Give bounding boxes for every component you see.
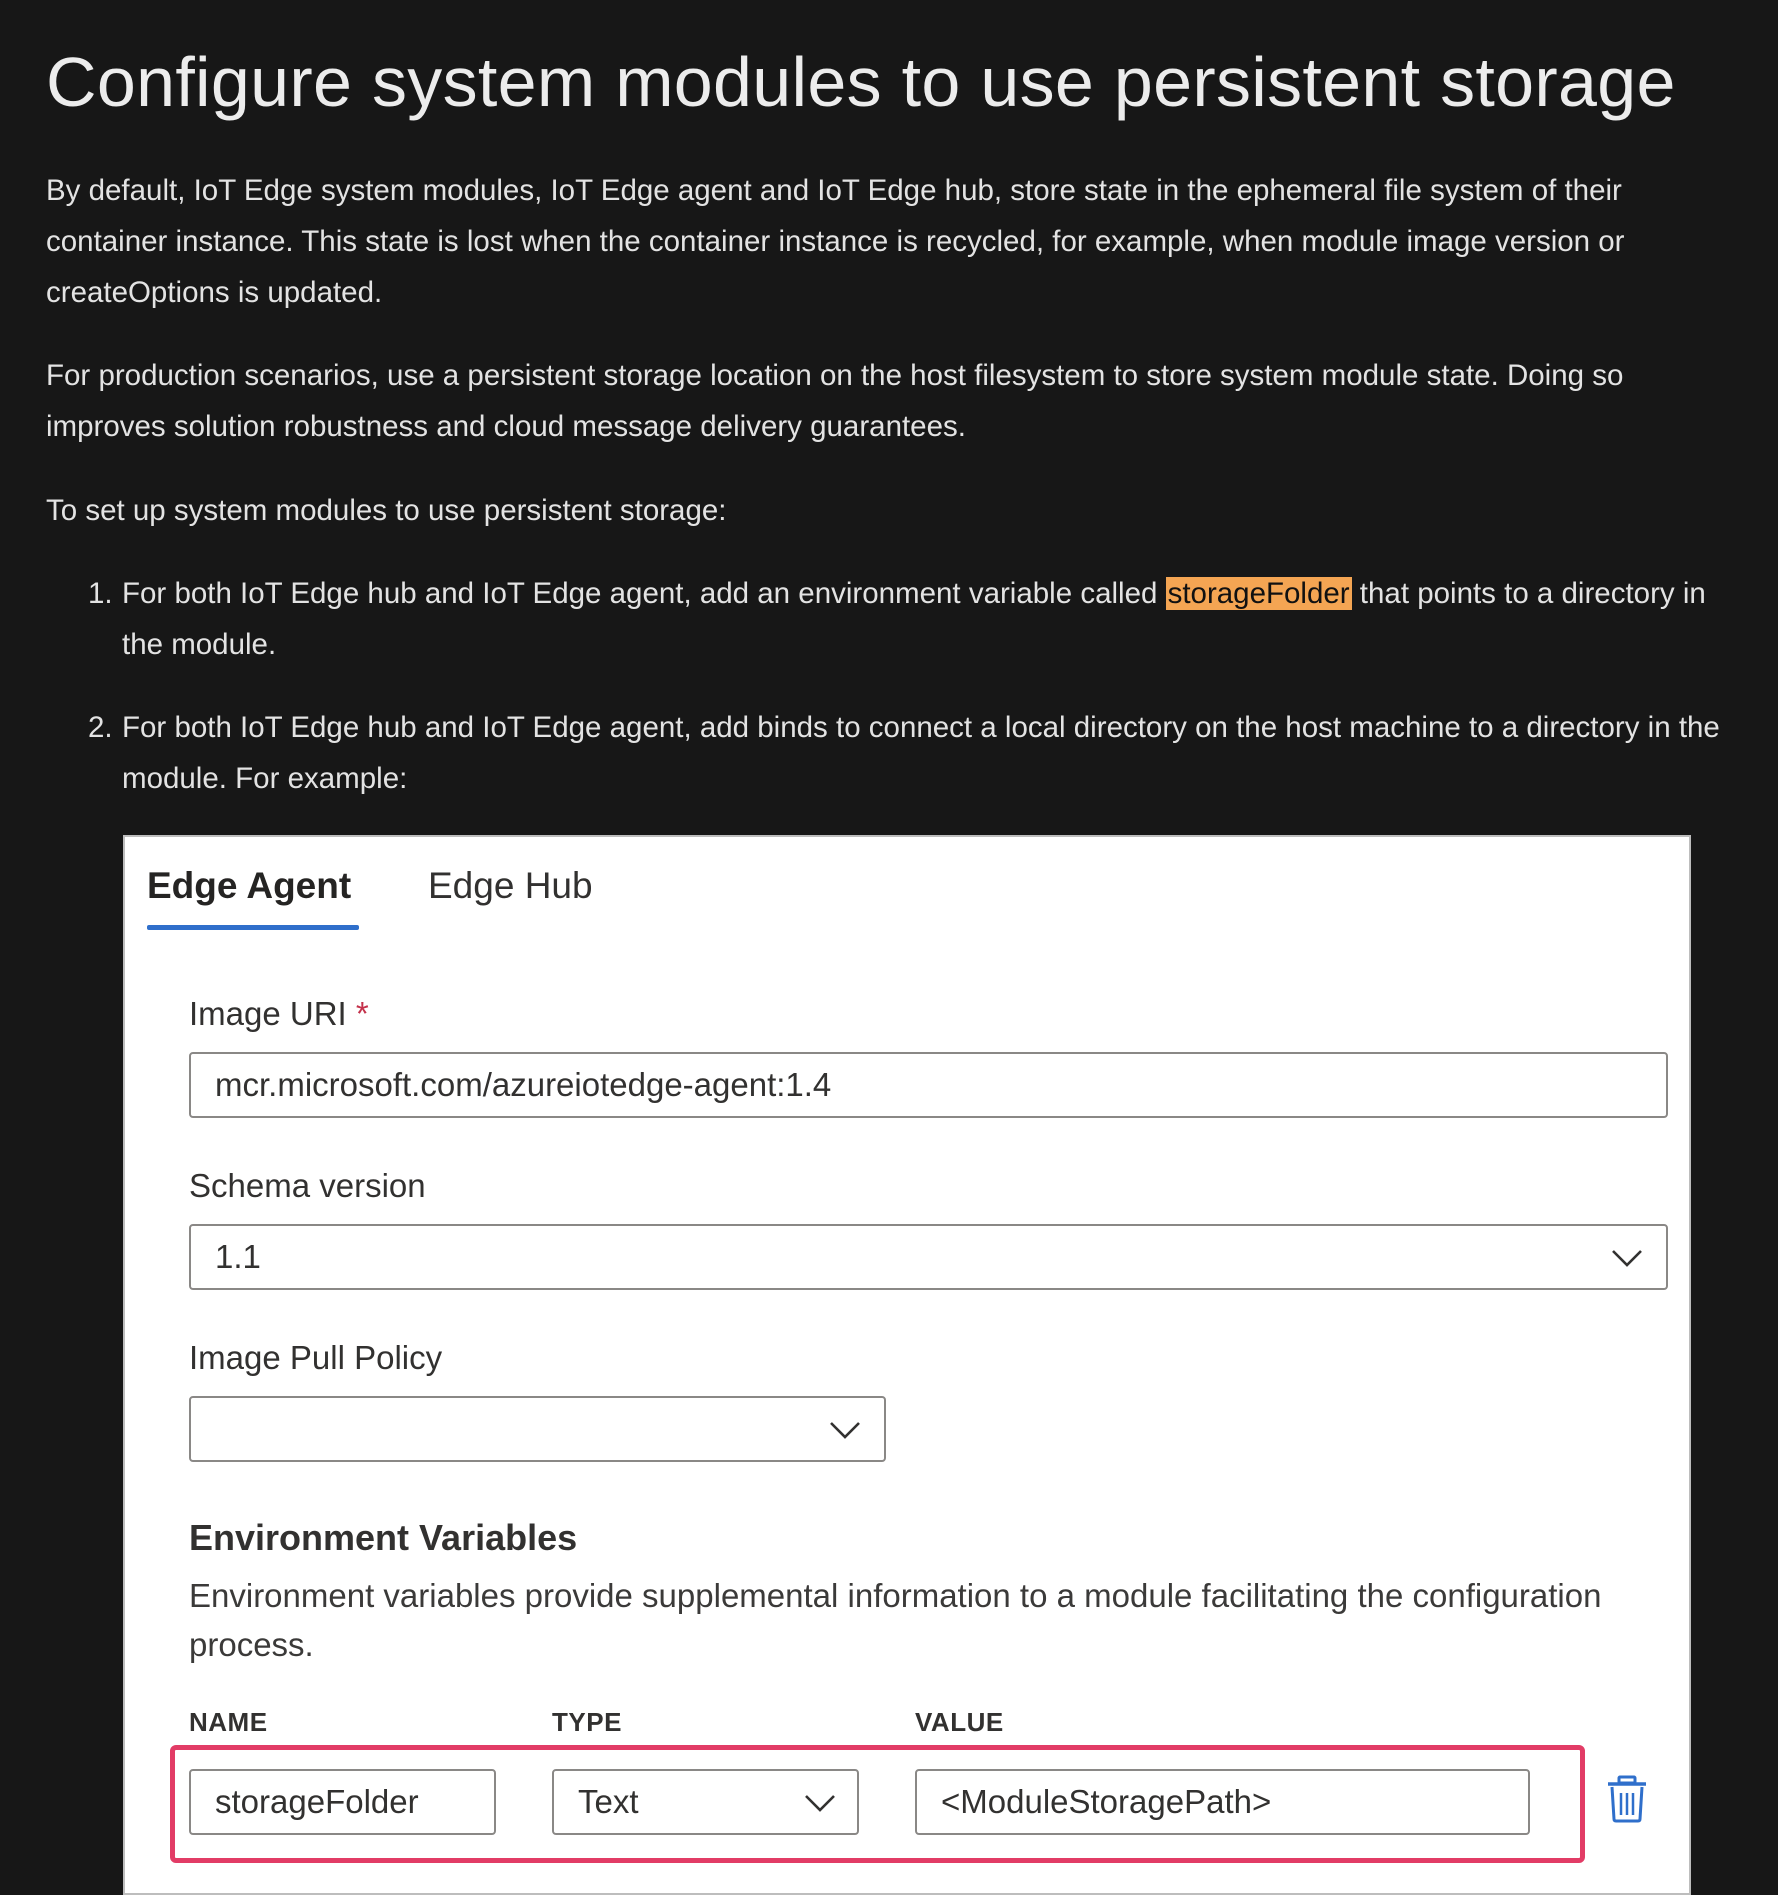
active-tab-indicator [147, 925, 359, 930]
tab-edge-hub[interactable]: Edge Hub [428, 865, 593, 906]
intro-paragraph: By default, IoT Edge system modules, IoT Edge agent and IoT Edge hub, store state in the ephemeral file system of their container instance. This state is lost when the container instance is recycled, for example, when module image version or createOptions is updated. [46, 174, 1625, 309]
image-uri-input[interactable] [189, 1052, 1668, 1118]
image-pull-policy-label: Image Pull Policy [189, 1339, 443, 1376]
env-vars-description: Environment variables provide supplemental information to a module facilitating the configuration process. [189, 1577, 1602, 1663]
step-1-text-before: For both IoT Edge hub and IoT Edge agent, add an environment variable called [122, 577, 1166, 610]
storage-folder-highlight: storageFolder [1167, 577, 1350, 610]
production-paragraph: For production scenarios, use a persistent storage location on the host filesystem to store system module state. Doing so improves solution robustness and cloud message delivery guarantees. [46, 359, 1624, 443]
chevron-down-icon [1610, 1241, 1644, 1275]
step-2-text: For both IoT Edge hub and IoT Edge agent, add binds to connect a local directory on the host machine to a directory in the module. For example: [122, 711, 1720, 795]
image-uri-label-text: Image URI [189, 995, 347, 1032]
env-var-name-input[interactable] [189, 1769, 496, 1835]
env-var-type-select[interactable] [552, 1769, 859, 1835]
env-var-type-value: Text [578, 1783, 639, 1820]
chevron-down-icon [803, 1786, 837, 1820]
page-title: Configure system modules to use persistent storage [46, 43, 1676, 121]
env-vars-heading: Environment Variables [189, 1517, 578, 1558]
step-2-number: 2. [88, 711, 113, 744]
schema-version-label: Schema version [189, 1167, 426, 1204]
trash-icon[interactable] [1606, 1775, 1648, 1823]
setup-intro: To set up system modules to use persistent storage: [46, 494, 727, 527]
column-header-name: NAME [189, 1707, 268, 1737]
step-1-text-after: that points to a directory in the module. [122, 577, 1706, 661]
image-pull-policy-select[interactable] [189, 1396, 886, 1462]
image-uri-label [189, 995, 369, 1033]
tab-edge-agent[interactable]: Edge Agent [147, 865, 352, 906]
chevron-down-icon [828, 1413, 862, 1447]
column-header-type: TYPE [552, 1707, 622, 1737]
step-1-number: 1. [88, 577, 113, 610]
step-1-text [122, 568, 1722, 670]
schema-version-select[interactable] [189, 1224, 1668, 1290]
env-var-value-input[interactable] [915, 1769, 1530, 1835]
column-header-value: VALUE [915, 1707, 1004, 1737]
schema-version-value: 1.1 [215, 1238, 261, 1275]
portal-screenshot-card [123, 835, 1691, 1895]
required-indicator: * [355, 995, 369, 1032]
